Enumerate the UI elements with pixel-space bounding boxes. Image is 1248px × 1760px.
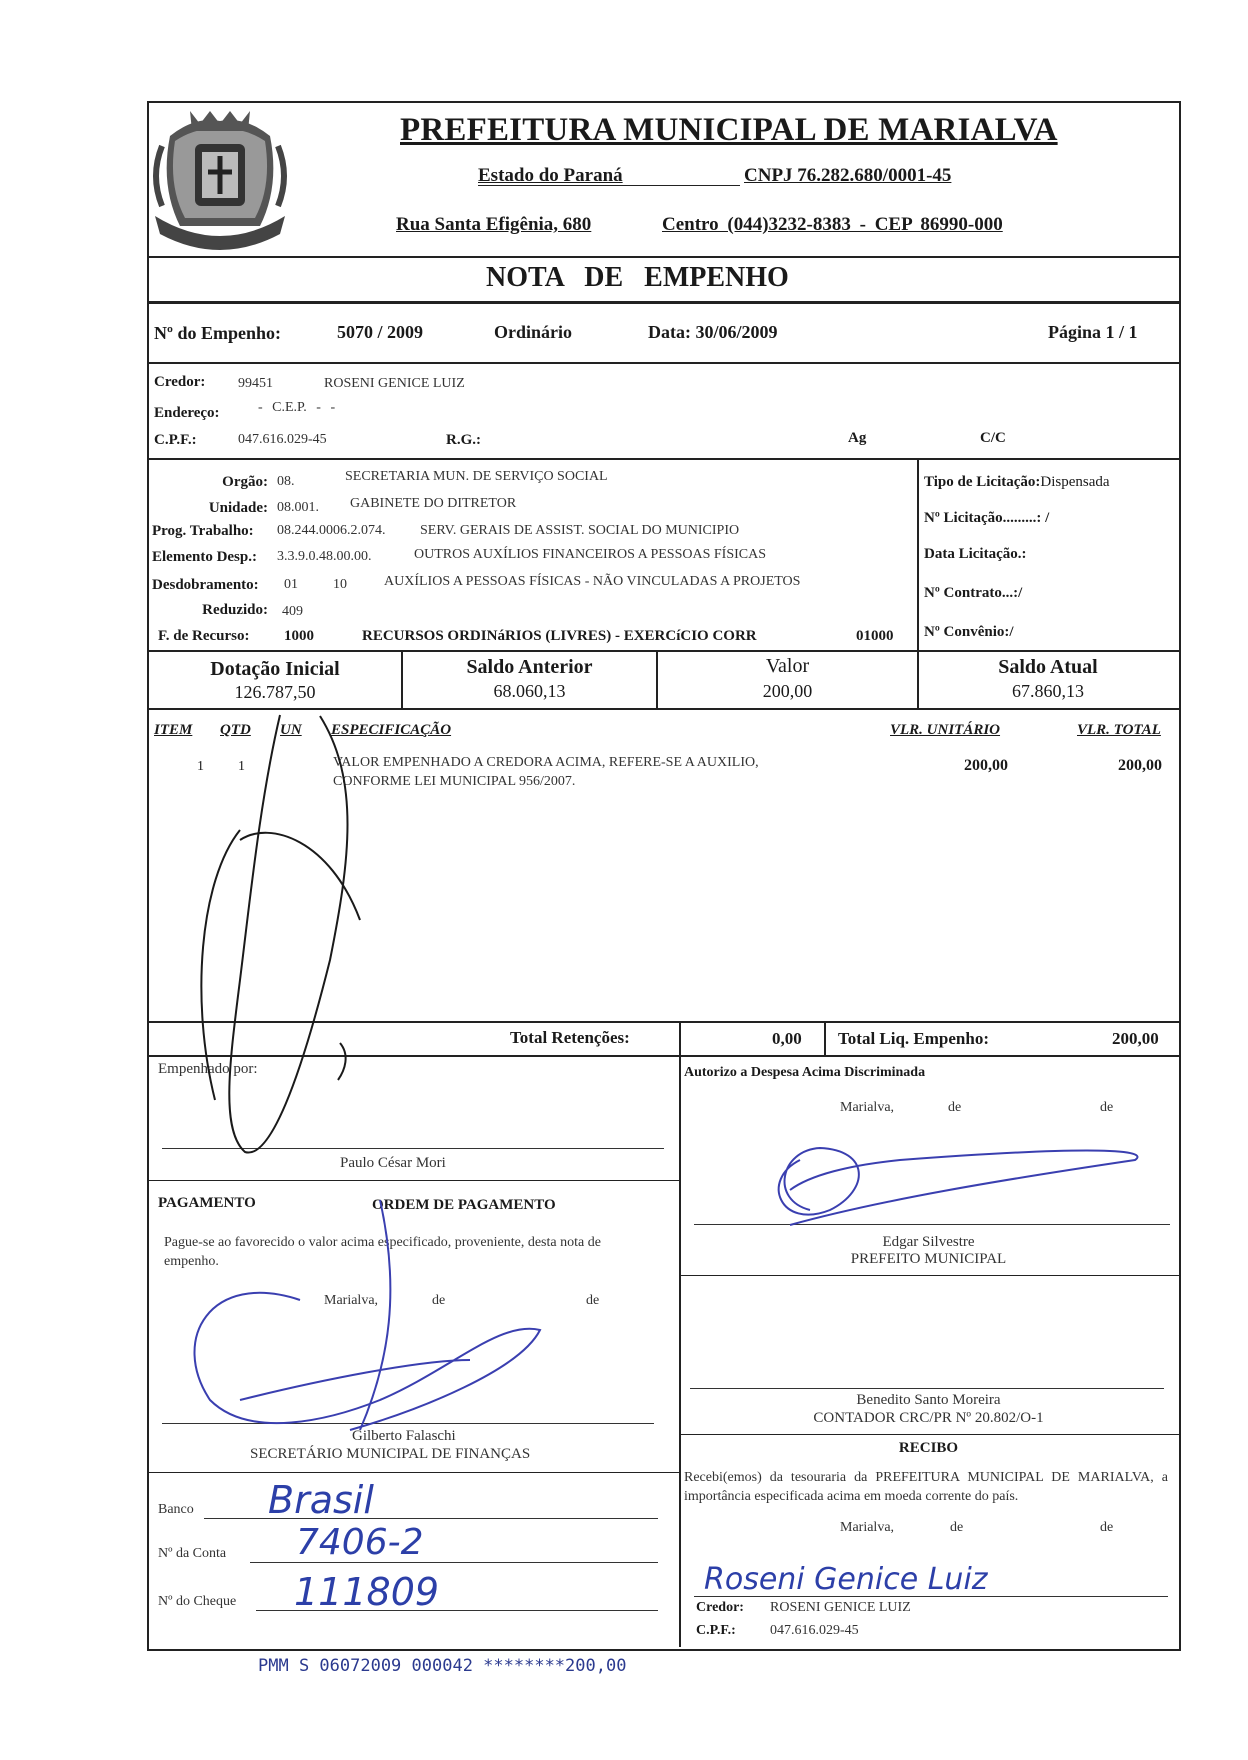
dotacao-label: Dotação Inicial (210, 658, 340, 680)
convenio-number: Nº Convênio:/ (924, 624, 1014, 640)
valor-label: Valor (765, 655, 810, 677)
elemento-label: Elemento Desp.: (152, 549, 257, 565)
cheque-value: 111809 (294, 1570, 440, 1614)
secretario-name: Gilberto Falaschi (352, 1428, 456, 1444)
saldo-atual-value: 67.860,13 (1012, 681, 1084, 701)
liq-value: 200,00 (1112, 1029, 1159, 1048)
col-header-unit: VLR. UNITÁRIO (890, 722, 1001, 738)
empenhado-label: Empenhado por: (158, 1061, 258, 1077)
licitacao-type-value: Dispensada (1040, 474, 1110, 490)
col-header-item: ITEM (154, 722, 193, 738)
payment-stamp: PMM S 06072009 000042 ********200,00 (258, 1656, 627, 1676)
prefeito-signature (779, 1148, 1138, 1225)
retencoes-value: 0,00 (772, 1029, 802, 1048)
endereco-value: - C.E.P. - - (258, 400, 336, 415)
recibo-credor-label: Credor: (696, 1600, 744, 1615)
recurso-name: RECURSOS ORDINáRIOS (LIVRES) - EXERCíCIO CORR (362, 628, 757, 644)
saldo-anterior-value: 68.060,13 (493, 681, 566, 701)
recibo-de2: de (1100, 1520, 1114, 1535)
reduzido-value: 409 (282, 604, 303, 619)
empenho-date: Data: 30/06/2009 (648, 322, 778, 342)
credor-label: Credor: (154, 374, 206, 390)
state-name: Estado do Paraná (478, 165, 623, 186)
elemento-code: 3.3.9.0.48.00.00. (277, 549, 372, 564)
credor-code: 99451 (238, 376, 273, 391)
saldo-atual-label: Saldo Atual (998, 656, 1098, 678)
col-header-spec: ESPECIFICAÇÃO (331, 722, 452, 738)
empenhado-name: Paulo César Mori (340, 1155, 446, 1171)
unidade-name: GABINETE DO DITRETOR (350, 496, 517, 511)
recibo-text: Recebi(emos) da tesouraria da PREFEITURA MUNICIPAL DE MARIALVA, a importância especificada acima em moeda corrente do país. (684, 1470, 1168, 1504)
dotacao-value: 126.787,50 (234, 682, 316, 702)
row-spec-line2: CONFORME LEI MUNICIPAL 956/2007. (333, 774, 576, 789)
cheque-label: Nº do Cheque (158, 1594, 237, 1609)
cc-label: C/C (980, 430, 1006, 446)
recurso-code: 1000 (284, 628, 314, 644)
recurso-label: F. de Recurso: (158, 628, 250, 644)
municipality-title: PREFEITURA MUNICIPAL DE MARIALVA (400, 112, 1058, 148)
licitacao-type: Tipo de Licitação: (924, 474, 1041, 490)
recurso-code2: 01000 (856, 628, 894, 644)
payment-place: Marialva, (324, 1293, 379, 1308)
rg-label: R.G.: (446, 432, 481, 448)
cpf-value: 047.616.029-45 (238, 432, 327, 447)
row-qtd: 1 (238, 759, 245, 774)
conta-value: 7406-2 (296, 1522, 424, 1563)
payment-de2: de (586, 1293, 600, 1308)
elemento-name: OUTROS AUXÍLIOS FINANCEIROS A PESSOAS FÍSICAS (414, 547, 767, 562)
document-type: NOTA DE EMPENHO (486, 262, 789, 293)
contrato-number: Nº Contrato...:/ (924, 585, 1023, 601)
auth-de1: de (948, 1100, 962, 1115)
desdobramento-code2: 10 (333, 577, 347, 592)
pagamento-text: Pague-se ao favorecido o valor acima especificado, proveniente, desta nota de empenho. (164, 1235, 601, 1269)
prog-code: 08.244.0006.2.074. (277, 523, 386, 538)
recibo-title: RECIBO (898, 1440, 959, 1456)
row-spec-line1: VALOR EMPENHADO A CREDORA ACIMA, REFERE-SE A AUXILIO, (333, 755, 759, 770)
licitacao-number: Nº Licitação.........: / (924, 510, 1050, 526)
empenho-kind: Ordinário (494, 322, 573, 342)
prefeito-name: Edgar Silvestre (882, 1234, 975, 1250)
ordem-pagamento: ORDEM DE PAGAMENTO (372, 1197, 556, 1213)
unidade-code: 08.001. (277, 500, 319, 515)
orgao-name: SECRETARIA MUN. DE SERVIÇO SOCIAL (345, 469, 608, 484)
recibo-de1: de (950, 1520, 964, 1535)
desdobramento-label: Desdobramento: (152, 577, 259, 593)
retencoes-label: Total Retenções: (510, 1028, 630, 1047)
endereco-label: Endereço: (154, 405, 220, 421)
col-header-total: VLR. TOTAL (1077, 722, 1161, 738)
auth-place: Marialva, (840, 1100, 895, 1115)
recibo-cpf: 047.616.029-45 (770, 1623, 859, 1638)
orgao-code: 08. (277, 474, 295, 489)
prefeito-title: PREFEITO MUNICIPAL (850, 1251, 1007, 1267)
reduzido-label: Reduzido: (202, 602, 268, 618)
payment-de1: de (432, 1293, 446, 1308)
recibo-cpf-label: C.P.F.: (696, 1623, 736, 1638)
desdobramento-name: AUXÍLIOS A PESSOAS FÍSICAS - NÃO VINCULADAS A PROJETOS (384, 574, 801, 589)
secretario-title: SECRETÁRIO MUNICIPAL DE FINANÇAS (250, 1446, 531, 1462)
saldo-anterior-label: Saldo Anterior (466, 656, 593, 678)
recibo-place: Marialva, (840, 1520, 895, 1535)
credor-name: ROSENI GENICE LUIZ (324, 376, 465, 391)
page-number: Página 1 / 1 (1048, 322, 1138, 342)
prog-label: Prog. Trabalho: (152, 523, 254, 539)
col-header-un: UN (280, 722, 302, 738)
secretario-signature (194, 1200, 540, 1430)
banco-value: Brasil (268, 1478, 374, 1522)
valor-value: 200,00 (762, 681, 813, 701)
contador-title: CONTADOR CRC/PR Nº 20.802/O-1 (813, 1410, 1044, 1426)
recibo-credor-name: ROSENI GENICE LUIZ (770, 1600, 911, 1615)
conta-label: Nº da Conta (158, 1546, 227, 1561)
autorizo-label: Autorizo a Despesa Acima Discriminada (684, 1065, 926, 1080)
ag-label: Ag (848, 430, 867, 446)
row-unit: 200,00 (964, 757, 1008, 774)
col-header-qtd: QTD (220, 722, 251, 738)
licitacao-date: Data Licitação.: (924, 546, 1027, 562)
address-rest: Centro (044)3232-8383 - CEP 86990-000 (662, 214, 1003, 235)
auth-de2: de (1100, 1100, 1114, 1115)
orgao-label: Orgão: (222, 474, 268, 490)
unidade-label: Unidade: (208, 500, 268, 516)
prog-name: SERV. GERAIS DE ASSIST. SOCIAL DO MUNICIPIO (420, 523, 740, 538)
pagamento-title: PAGAMENTO (158, 1195, 256, 1211)
empenhado-signature (201, 715, 360, 1153)
contador-name: Benedito Santo Moreira (856, 1392, 1001, 1408)
desdobramento-code1: 01 (284, 577, 298, 592)
cpf-label: C.P.F.: (154, 432, 197, 448)
empenho-number-label: Nº do Empenho: (154, 323, 281, 343)
cnpj: CNPJ 76.282.680/0001-45 (744, 165, 952, 186)
empenho-number: 5070 / 2009 (337, 322, 424, 342)
liq-label: Total Liq. Empenho: (838, 1029, 989, 1048)
address-street: Rua Santa Efigênia, 680 (396, 214, 592, 235)
recibo-signature: Roseni Genice Luiz (704, 1562, 988, 1597)
row-total: 200,00 (1118, 757, 1162, 774)
row-item: 1 (197, 759, 204, 774)
banco-label: Banco (158, 1502, 194, 1517)
